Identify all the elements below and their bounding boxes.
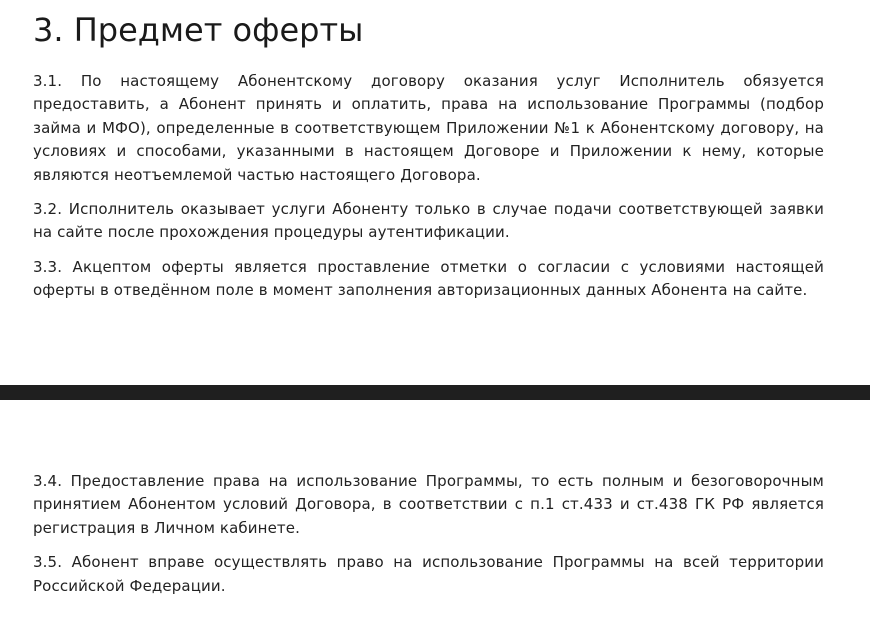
- clause-3-5: 3.5. Абонент вправе осуществлять право на использование Программы на всей территории Российской Федерации.: [33, 553, 824, 595]
- clause-3-1: 3.1. По настоящему Абонентскому договору оказания услуг Исполнитель обязуется предоставить, а Абонент принять и оплатить, права на использование Программы (подбор займа и МФО), определенные в соответствующем Приложении №1 к Абонентскому договору, на условиях и способами, указанными в настоящем Договоре и Приложении к нему, которые являются неотъемлемой частью настоящего Договора.: [33, 72, 824, 184]
- offer-subject-section: [33, 10, 824, 314]
- page-divider: [0, 385, 870, 400]
- clause-3-3: 3.3. Акцептом оферты является проставление отметки о согласии с условиями настоящей оферты в отведённом поле в момент заполнения авторизационных данных Абонента на сайте.: [33, 257, 824, 300]
- offer-subject-continued: [33, 470, 824, 609]
- clause-3-4: 3.4. Предоставление права на использование Программы, то есть полным и безоговорочным принятием Абонентом условий Договора, в соответствии с п.1 ст.433 и ст.438 ГК РФ является регистрация в Личном кабинете.: [33, 472, 824, 537]
- clause-3-2: 3.2. Исполнитель оказывает услуги Абоненту только в случае подачи соответствующей заявки на сайте после прохождения процедуры аутентификации.: [33, 200, 824, 242]
- section-title: 3. Предмет оферты: [33, 11, 364, 49]
